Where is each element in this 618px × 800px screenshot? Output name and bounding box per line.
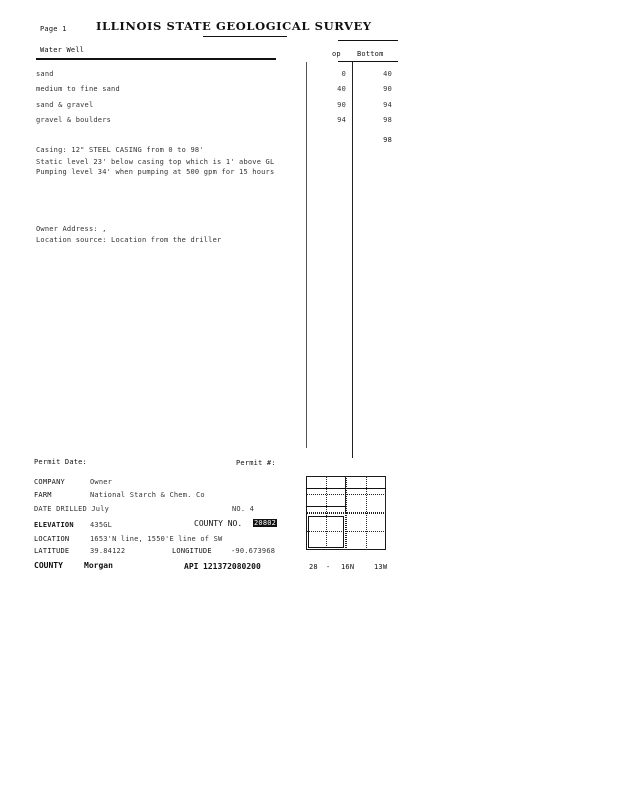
longitude-label: LONGITUDE [172,547,212,555]
log-row [0,70,618,82]
date-drilled: DATE DRILLED July [34,505,110,513]
grid-highlighted-quarter [308,516,344,548]
column-header-bottom-rule [338,61,398,62]
section-location-grid [306,476,386,550]
elevation-value: 435GL [90,521,113,529]
range: 13W [374,563,388,571]
well-number: NO. 4 [232,505,255,513]
grid-row-divider [306,494,386,513]
longitude-value: -90.673968 [231,547,276,555]
log-row-top: 40 [337,85,346,93]
well-type-label: Water Well [40,46,85,54]
log-row-bottom: 40 [383,70,392,78]
log-row-bottom: 90 [383,85,392,93]
page-label: Page 1 [40,25,67,33]
top-column-header: op [332,50,341,58]
log-row-description: gravel & boulders [36,116,112,124]
total-depth: 98 [383,136,392,144]
log-row-top: 94 [337,116,346,124]
farm-value: National Starch & Chem. Co [90,491,205,499]
api-number: 121372080200 [203,562,261,571]
title-underline [203,36,287,37]
log-row-bottom: 94 [383,101,392,109]
company-label: COMPANY [34,478,65,486]
log-row [0,85,618,97]
owner-address: Owner Address: , [36,225,107,233]
permit-date-label: Permit Date: [34,458,87,466]
bottom-column-header: Bottom [357,50,384,58]
pumping-level-note: Pumping level 34' when pumping at 500 gpm for 15 hours [36,168,275,176]
company-value: Owner [90,478,113,486]
api-label: API [184,562,199,571]
permit-number-label: Permit #: [236,459,276,467]
farm-label: FARM [34,491,52,499]
log-row-description: medium to fine sand [36,85,120,93]
log-row [0,116,618,128]
location-source: Location source: Location from the driller [36,236,222,244]
well-label-rule [36,58,276,60]
latitude-label: LATITUDE [34,547,70,555]
log-row-description: sand [36,70,54,78]
county-value: Morgan [84,561,113,570]
township: 16N [341,563,355,571]
location-value: 1653'N line, 1550'E line of SW [90,535,223,543]
log-row-description: sand & gravel [36,101,94,109]
section-number: 28 [309,563,318,571]
casing-note: Casing: 12" STEEL CASING from 0 to 98' [36,146,204,154]
latitude-value: 39.84122 [90,547,126,555]
log-row-top: 90 [337,101,346,109]
county-number-label: COUNTY NO. [194,519,243,528]
log-row-top: 0 [341,70,346,78]
grid-solid-rule [306,488,386,489]
column-header-top-rule [338,40,398,41]
section-township-separator: - [326,563,331,571]
log-row-bottom: 98 [383,116,392,124]
location-label: LOCATION [34,535,70,543]
page-title: ILLINOIS STATE GEOLOGICAL SURVEY [96,19,372,33]
static-level-note: Static level 23' below casing top which is 1' above GL [36,158,275,166]
log-row [0,101,618,113]
grid-solid-rule [306,506,346,507]
elevation-label: ELEVATION [34,521,74,529]
county-number-value: 20802 [254,519,277,527]
county-label: COUNTY [34,561,63,570]
